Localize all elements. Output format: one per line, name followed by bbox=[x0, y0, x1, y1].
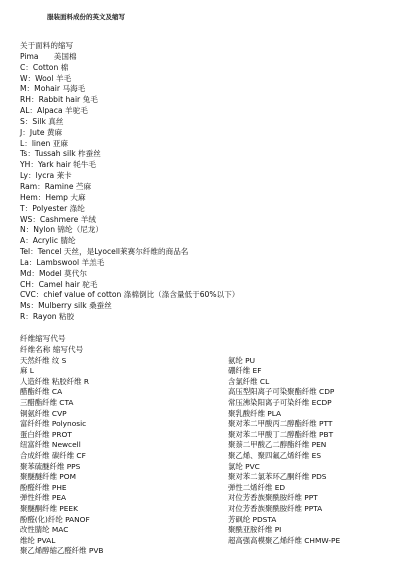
abbreviation-item: CH：Camel hair 驼毛 bbox=[20, 279, 98, 289]
fiber-code-row: 三醋酯纤维 CTA bbox=[20, 398, 74, 407]
fiber-code-row: 聚对苯二氯苯环乙酮纤维 PDS bbox=[228, 472, 327, 482]
fiber-code-row: 聚乙烯醇缩乙醛纤维 PVB bbox=[20, 546, 104, 556]
fiber-code-row: 弹性纤维 PEA bbox=[20, 493, 67, 503]
fiber-code-row: 聚酰亚胺纤维 PI bbox=[228, 525, 282, 535]
fiber-code-row: 麻 L bbox=[20, 366, 34, 376]
section-gap bbox=[20, 323, 390, 334]
abbreviation-item: C：Cotton 棉 bbox=[20, 62, 69, 72]
fiber-table-left-column bbox=[20, 356, 228, 557]
abbreviation-item: S：Silk 真丝 bbox=[20, 116, 64, 126]
fiber-code-row: 弹性二烯纤维 ED bbox=[228, 482, 286, 492]
abbreviation-item: AL：Alpaca 羊驼毛 bbox=[20, 106, 88, 116]
abbreviation-item: L：linen 亚麻 bbox=[20, 138, 68, 148]
fiber-code-row: 超高强高模聚乙烯纤维 CHMW-PE bbox=[228, 535, 341, 545]
document-body bbox=[20, 41, 390, 557]
fiber-code-row: 聚醚酮纤维 PEEK bbox=[20, 503, 78, 513]
fiber-table-right-column bbox=[228, 356, 390, 557]
abbreviation-item: Md：Model 莫代尔 bbox=[20, 268, 87, 278]
abbreviation-item: M：Mohair 马海毛 bbox=[20, 84, 86, 94]
fiber-code-row: 常压沸染阳离子可染纤维 ECDP bbox=[228, 398, 332, 407]
fiber-code-row: 蛋白纤维 PROT bbox=[20, 429, 72, 439]
section-heading-abbreviations: 关于面料的缩写 bbox=[20, 41, 74, 50]
fiber-code-row: 含氯纤维 CL bbox=[228, 376, 270, 386]
abbreviation-item: W：Wool 羊毛 bbox=[20, 73, 72, 83]
fiber-code-row: 醋酯纤维 CA bbox=[20, 387, 63, 397]
fiber-code-row: 改性腈纶 MAC bbox=[20, 525, 69, 535]
fiber-code-row: 合成纤维 碳纤维 CF bbox=[20, 450, 86, 460]
abbreviation-list bbox=[20, 52, 390, 323]
abbreviation-item: A：Acrylic 腈纶 bbox=[20, 236, 76, 246]
abbreviation-item: WS：Cashmere 羊绒 bbox=[20, 214, 96, 224]
fiber-code-row: 氯纶 PVC bbox=[228, 461, 260, 471]
fiber-code-row: 聚对苯二甲酸丙二醇酯纤维 PTT bbox=[228, 419, 333, 429]
fiber-table bbox=[20, 356, 390, 557]
fiber-code-row: 酚醛纤维 PHE bbox=[20, 482, 67, 492]
fiber-code-row: 聚萘二甲酸乙二醇酯纤维 PEN bbox=[228, 440, 327, 450]
fiber-code-row: 纽富纤维 Newcell bbox=[20, 440, 81, 450]
fiber-code-row: 氨纶 PU bbox=[228, 355, 255, 365]
fiber-code-row: 人造纤维 粘胶纤维 R bbox=[20, 376, 89, 386]
fiber-code-row: 聚醚醚纤维 POM bbox=[20, 472, 76, 482]
abbreviation-item: Ms：Mulberry silk 桑蚕丝 bbox=[20, 301, 112, 311]
fiber-code-row: 聚乳酸纤维 PLA bbox=[228, 408, 282, 418]
fiber-code-row: 酚醛(化)纤纶 PANOF bbox=[20, 514, 90, 524]
abbreviation-item: CVC：chief value of cotton 涤棉倒比（涤含量低于60%以下） bbox=[20, 290, 240, 300]
section-heading-fiber-codes: 纤维缩写代号 bbox=[20, 333, 66, 343]
fiber-table-header: 纤维名称 缩写代号 bbox=[20, 344, 84, 354]
fiber-code-row: 芳砜纶 PDSTA bbox=[228, 514, 277, 524]
abbreviation-item: Tel：Tencel 天丝，是Lyocell莱赛尔纤维的商品名 bbox=[20, 247, 189, 257]
fiber-code-row: 高压型阳离子可染聚酯纤维 CDP bbox=[228, 387, 335, 397]
abbreviation-item: Pima 美国棉 bbox=[20, 51, 77, 61]
abbreviation-item: RH：Rabbit hair 兔毛 bbox=[20, 95, 98, 105]
abbreviation-item: R：Rayon 粘胶 bbox=[20, 312, 75, 322]
abbreviation-item: J：Jute 黄麻 bbox=[20, 127, 63, 137]
fiber-code-row: 聚对苯二甲酸丁二醇酯纤维 PBT bbox=[228, 429, 334, 439]
abbreviation-item: La：Lambswool 羊羔毛 bbox=[20, 257, 105, 267]
abbreviation-item: Ly：lycra 莱卡 bbox=[20, 171, 72, 181]
abbreviation-item: T：Polyester 涤纶 bbox=[20, 203, 85, 213]
fiber-code-row: 维纶 PVAL bbox=[20, 535, 56, 545]
abbreviation-item: Hem：Hemp 大麻 bbox=[20, 192, 86, 202]
fiber-code-row: 对位芳香族聚酰胺纤维 PPT bbox=[228, 493, 318, 503]
abbreviation-item: Ram：Ramine 苎麻 bbox=[20, 181, 92, 191]
abbreviation-item: N：Nylon 锦纶（尼龙） bbox=[20, 225, 103, 235]
fiber-code-row: 天然纤维 纹 S bbox=[20, 355, 67, 365]
fiber-code-row: 硼纤维 EF bbox=[228, 366, 262, 376]
fiber-code-section bbox=[20, 334, 390, 557]
fiber-code-row: 铜氨纤维 CVP bbox=[20, 408, 67, 418]
fiber-code-row: 富纤纤维 Polynosic bbox=[20, 419, 87, 429]
fiber-code-row: 聚乙烯、聚四氟乙烯纤维 ES bbox=[228, 450, 322, 460]
abbreviation-item: YH：Yark hair 牦牛毛 bbox=[20, 160, 97, 170]
fiber-code-row: 对位芳香族聚酰胺纤维 PPTA bbox=[228, 503, 323, 513]
page-header: 服装面料成份的英文及缩写 bbox=[47, 13, 125, 21]
fiber-code-row: 聚苯硫醚纤维 PPS bbox=[20, 461, 81, 471]
abbreviation-item: Ts：Tussah silk 柞蚕丝 bbox=[20, 149, 101, 159]
